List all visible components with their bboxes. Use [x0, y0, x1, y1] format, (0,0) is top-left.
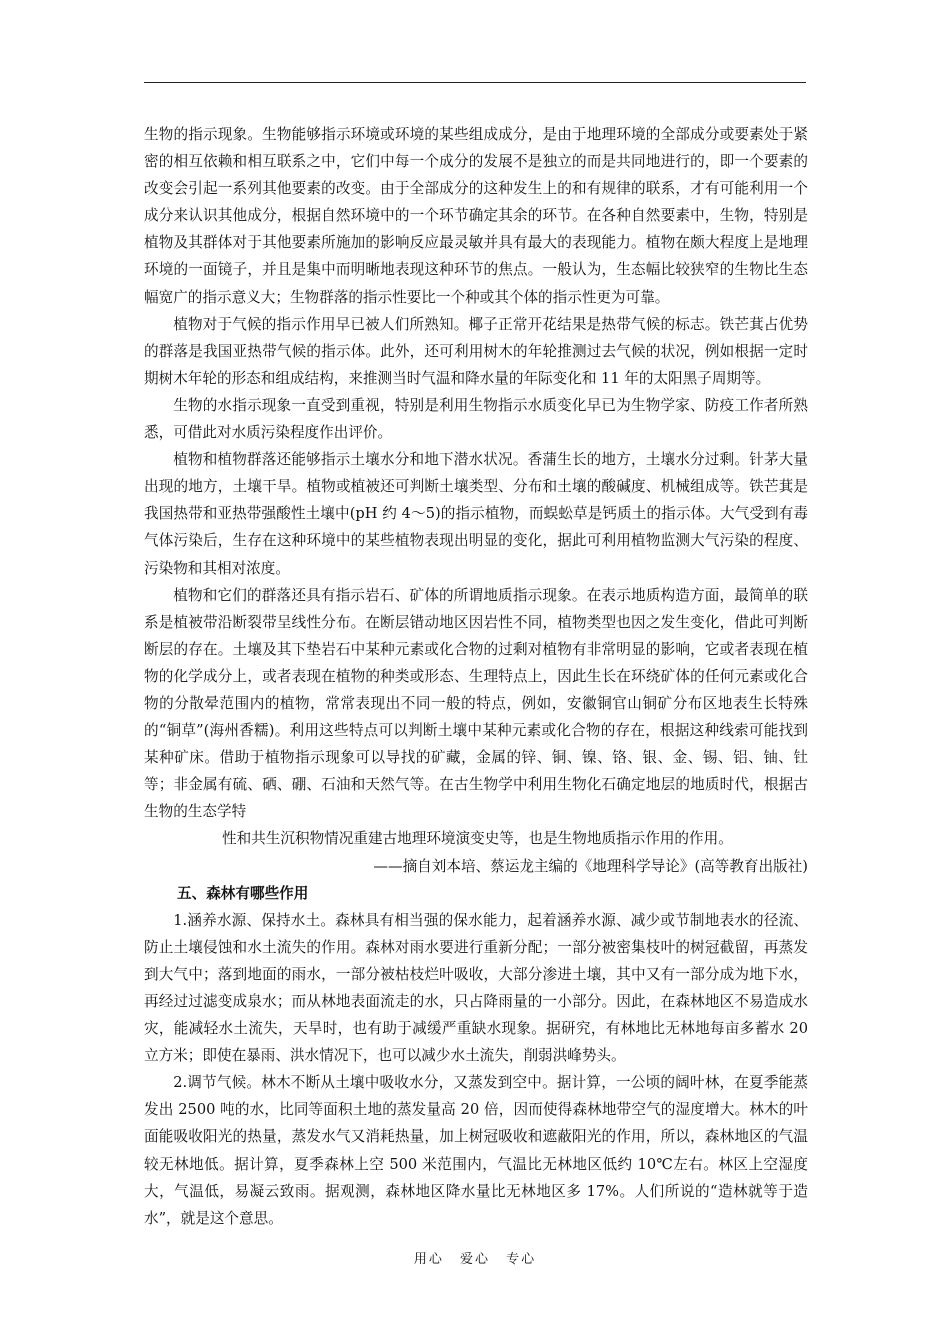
- paragraph-climate-regulation: 2.调节气候。林木不断从土壤中吸收水分，又蒸发到空中。据计算，一公顷的阔叶林，在夏季能蒸发出 2500 吨的水，比同等面积土地的蒸发量高 20 倍，因而使得森林地带空气的湿度增大。林木的叶面能吸收阳光的热量，蒸发水气又消耗热量，加上树冠吸收和遮蔽阳光的作用，所以，森林地区的气温较无林地低。据计算，夏季森林上空 500 米范围内，气温比无林地区低约 10℃左右。林区上空湿度大，气温低，易凝云致雨。据观测，森林地区降水量比无林地区多 17%。人们所说的“造林就等于造水”，就是这个意思。: [144, 1074, 808, 1227]
- paragraph-climate-indicator: 植物对于气候的指示作用早已被人们所熟知。椰子正常开花结果是热带气候的标志。铁芒萁占优势的群落是我国亚热带气候的指示体。此外，还可利用树木的年轮推测过去气候的状况，例如根据一定时期树木年轮的形态和组成结构，来推测当时气温和降水量的年际变化和 11 年的太阳黑子周期等。: [144, 315, 808, 387]
- paragraph-geology-indicator: 植物和它们的群落还具有指示岩石、矿体的所谓地质指示现象。在表示地质构造方面，最简单的联系是植被带沿断裂带呈线性分布。在断层错动地区因岩性不同，植物类型也因之发生变化，借此可判断断层的存在。土壤及其下垫岩石中某种元素或化合物的过剩对植物有非常明显的影响，它或者表现在植物的化学成分上，或者表现在植物的种类或形态、生理特点上，因此生长在环绕矿体的任何元素或化合物的分散晕范围内的植物，常常表现出不同一般的特点，例如，安徽铜官山铜矿分布区地表生长特殊的“铜草”(海州香糯)。利用这些特点可以判断土壤中某种元素或化合物的存在，根据这种线索可能找到某种矿床。借助于植物指示现象可以导找的矿藏，金属的锌、铜、镍、铬、银、金、锡、铝、铀、钍等；非金属有硫、硒、硼、石油和天然气等。在古生物学中利用生物化石确定地层的地质时代，根据古生物的生态学特: [144, 586, 808, 821]
- header-rule: [144, 82, 806, 83]
- paragraph-geology-continuation: 性和共生沉积物情况重建古地理环境演变史等，也是生物地质指示作用的作用。: [222, 830, 733, 848]
- paragraph-bio-indicator: 生物的指示现象。生物能够指示环境或环境的某些组成成分，是由于地理环境的全部成分或要素处于紧密的相互依赖和相互联系之中，它们中每一个成分的发展不是独立的而是共同地进行的，即一个要素的改变会引起一系列其他要素的改变。由于全部成分的这种发生上的和有规律的联系，才有可能利用一个成分来认识其他成分，根据自然环境中的一个环节确定其余的环节。在各种自然要素中，生物，特别是植物及其群体对于其他要素所施加的影响反应最灵敏并具有最大的表现能力。植物在颇大程度上是地理环境的一面镜子，并且是集中而明晰地表现这种环节的焦点。一般认为，生态幅比较狭窄的生物比生态幅宽广的指示意义大；生物群落的指示性要比一个种或其个体的指示性更为可靠。: [144, 126, 808, 306]
- source-citation: ——摘自刘本培、蔡运龙主编的《地理科学导论》(高等教育出版社): [373, 857, 808, 875]
- paragraph-water-conservation: 1.涵养水源、保持水土。森林具有相当强的保水能力，起着涵养水源、减少或节制地表水的径流、防止土壤侵蚀和水土流失的作用。森林对雨水要进行重新分配；一部分被密集枝叶的树冠截留，再蒸发到大气中；落到地面的雨水，一部分被枯枝烂叶吸收，大部分渗进土壤，其中又有一部分成为地下水，再经过过滤变成泉水；而从林地表面流走的水，只占降雨量的一小部分。因此，在森林地区不易造成水灾，能减轻水土流失，天旱时，也有助于减缓严重缺水现象。据研究，有林地比无林地每亩多蓄水 20 立方米；即使在暴雨、洪水情况下，也可以减少水土流失，削弱洪峰势头。: [144, 911, 808, 1065]
- page-body: [144, 121, 808, 1232]
- page-footer: 用心 爱心 专心: [413, 1252, 537, 1267]
- paragraph-soil-indicator: 植物和植物群落还能够指示土壤水分和地下潜水状况。香蒲生长的地方，土壤水分过剩。针茅大量出现的地方，土壤干旱。植物或植被还可判断土壤类型、分布和土壤的酸碱度、机械组成等。铁芒萁是我国热带和亚热带强酸性土壤中(pH 约 4～5)的指示植物，而蜈蚣草是钙质土的指示体。大气受到有毒气体污染后，生存在这种环境中的某些植物表现出明显的变化，据此可利用植物监测大气污染的程度、污染物和其相对浓度。: [144, 451, 808, 577]
- paragraph-water-indicator: 生物的水指示现象一直受到重视，特别是利用生物指示水质变化早已为生物学家、防疫工作者所熟悉，可借此对水质污染程度作出评价。: [144, 396, 808, 442]
- section-heading: 五、森林有哪些作用: [177, 884, 309, 902]
